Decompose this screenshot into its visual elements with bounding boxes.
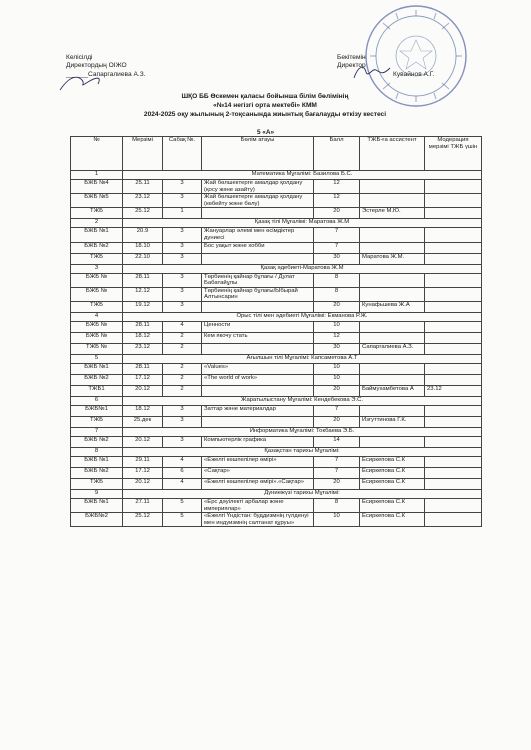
cell-date: 20.12	[123, 436, 163, 447]
table-row	[71, 332, 482, 343]
cell-section-name	[202, 301, 314, 312]
table-row	[71, 253, 482, 264]
cell-section-name: «Сақтар»	[202, 467, 314, 478]
cell-lesson-no: 2	[163, 343, 202, 354]
cell-assistant: Эстерле М.Ю.	[360, 208, 425, 219]
cell-date: 17.12	[123, 374, 163, 385]
section-subject: Жаратылыстану Мұғалімі: Кендебекова Э.С.	[123, 396, 482, 405]
cell-lesson-no: 5	[163, 513, 202, 527]
cell-score: 8	[314, 498, 360, 512]
cell-score: 12	[314, 332, 360, 343]
cell-assessment: ТЖБ	[71, 208, 123, 219]
cell-moderation	[425, 478, 482, 489]
table-row	[71, 321, 482, 332]
table-row	[71, 405, 482, 416]
header-section-name: Бөлім атауы	[202, 137, 314, 171]
section-number: 1	[71, 171, 123, 180]
cell-moderation	[425, 467, 482, 478]
section-subject: Дүниежүзі тарихы Мұғалімі:	[123, 489, 482, 498]
cell-assessment: БЖБ №2	[71, 374, 123, 385]
cell-moderation	[425, 301, 482, 312]
cell-date: 28.11	[123, 321, 163, 332]
cell-section-name: «Ежелгі көшпелілер өмірі»	[202, 456, 314, 467]
cell-score: 7	[314, 405, 360, 416]
cell-lesson-no: 5	[163, 498, 202, 512]
cell-moderation	[425, 180, 482, 194]
cell-moderation	[425, 405, 482, 416]
section-subject: Математика Мұғалімі: Базилова Б.С.	[123, 171, 482, 180]
cell-lesson-no: 3	[163, 253, 202, 264]
cell-score: 7	[314, 242, 360, 253]
cell-assistant	[360, 194, 425, 208]
cell-score: 20	[314, 385, 360, 396]
section-number: 5	[71, 354, 123, 363]
header-number: №	[71, 137, 123, 171]
table-row	[71, 467, 482, 478]
table-row	[71, 343, 482, 354]
cell-score: 8	[314, 273, 360, 287]
cell-date: 23.12	[123, 194, 163, 208]
cell-section-name: «Ерс дәуілекті арбалар және империялар»	[202, 498, 314, 512]
cell-date: 25.12	[123, 208, 163, 219]
section-number: 6	[71, 396, 123, 405]
section-header-row	[71, 171, 482, 180]
cell-section-name: «Ежелгі көшпелілер өмірі».«Сақтар»	[202, 478, 314, 489]
cell-section-name	[202, 416, 314, 427]
header-lesson-no: Сабақ №.	[163, 137, 202, 171]
cell-moderation	[425, 374, 482, 385]
cell-assistant: Есиркепова С.К	[360, 478, 425, 489]
table-row	[71, 208, 482, 219]
cell-score: 12	[314, 194, 360, 208]
director-name: Кувайнов А.Г.	[393, 71, 435, 78]
cell-date: 18.12	[123, 405, 163, 416]
section-number: 7	[71, 427, 123, 436]
cell-score: 30	[314, 253, 360, 264]
approval-left-line: ______Сапаргалиева А.З.	[66, 70, 146, 78]
cell-moderation	[425, 242, 482, 253]
cell-section-name: «Values»	[202, 363, 314, 374]
cell-assessment: ТЖБ	[71, 253, 123, 264]
cell-date: 20.12	[123, 478, 163, 489]
cell-lesson-no: 3	[163, 416, 202, 427]
class-label: 5 «А»	[256, 129, 275, 136]
cell-section-name: Кем якочу стать	[202, 332, 314, 343]
section-header-row	[71, 219, 482, 228]
table-row	[71, 301, 482, 312]
cell-lesson-no: 4	[163, 321, 202, 332]
header-assistant: ТЖБ-ға ассистент	[360, 137, 425, 171]
section-number: 4	[71, 312, 123, 321]
cell-assistant	[360, 180, 425, 194]
cell-lesson-no: 1	[163, 208, 202, 219]
cell-date: 25.11	[123, 180, 163, 194]
cell-lesson-no: 4	[163, 478, 202, 489]
cell-lesson-no: 3	[163, 228, 202, 242]
cell-date: 17.12	[123, 467, 163, 478]
section-subject: Информатика Мұғалімі: Токбаева Э.Б.	[123, 427, 482, 436]
cell-section-name: Жай бөлшектерге амалдар қолдану (көбейту және бөлу)	[202, 194, 314, 208]
table-row	[71, 180, 482, 194]
section-subject: Қазақстан тарихы Мұғалімі:	[123, 447, 482, 456]
cell-assessment: БЖБ №2	[71, 467, 123, 478]
cell-date: 12.12	[123, 287, 163, 301]
title-line: «№14 негізгі орта мектебі» КММ	[213, 101, 317, 109]
cell-section-name: Жай бөлшектерге амалдар қолдану (қосу және азайту)	[202, 180, 314, 194]
cell-section-name: Төрбиенің қайнар бұлағы / Дулат Бабатайұлы	[202, 273, 314, 287]
cell-date: 18.12	[123, 332, 163, 343]
cell-lesson-no: 3	[163, 301, 202, 312]
table-row	[71, 416, 482, 427]
approval-left-line: Директордың ОІЖО	[66, 62, 127, 70]
cell-score: 10	[314, 321, 360, 332]
cell-assistant	[360, 363, 425, 374]
cell-moderation	[425, 456, 482, 467]
cell-assessment: БЖБ №1	[71, 498, 123, 512]
cell-lesson-no: 6	[163, 467, 202, 478]
cell-moderation	[425, 436, 482, 447]
cell-assistant: Есиркепова С.К	[360, 456, 425, 467]
cell-assistant	[360, 228, 425, 242]
signature-left	[58, 72, 128, 92]
cell-lesson-no: 3	[163, 273, 202, 287]
cell-lesson-no: 3	[163, 405, 202, 416]
table-row	[71, 287, 482, 301]
table-row	[71, 436, 482, 447]
cell-assistant	[360, 321, 425, 332]
section-subject: Қазақ әдебиеті-Маратова Ж.М	[123, 264, 482, 273]
cell-assistant: Баймухамбетова А	[360, 385, 425, 396]
table-row	[71, 478, 482, 489]
cell-score: 8	[314, 287, 360, 301]
cell-moderation	[425, 253, 482, 264]
cell-assessment: ТЖБ	[71, 416, 123, 427]
cell-assessment: БЖБ №2	[71, 242, 123, 253]
cell-moderation	[425, 498, 482, 512]
cell-date: 23.12	[123, 343, 163, 354]
cell-score: 20	[314, 301, 360, 312]
section-number: 8	[71, 447, 123, 456]
cell-lesson-no: 4	[163, 456, 202, 467]
cell-score: 30	[314, 343, 360, 354]
section-subject: Ағылшын тілі Мұғалімі: Капсаметова А.Т	[123, 354, 482, 363]
table-header-row	[71, 137, 482, 171]
table-row	[71, 456, 482, 467]
cell-assessment: БЖБ №1	[71, 363, 123, 374]
cell-score: 20	[314, 208, 360, 219]
cell-section-name	[202, 343, 314, 354]
cell-assistant	[360, 332, 425, 343]
cell-date: 27.11	[123, 498, 163, 512]
assessment-schedule-table	[70, 136, 482, 527]
cell-section-name: «Ежелгі Үндістан: буддизмнің гүлденуі мен индуизмнің салтанат құруы»	[202, 513, 314, 527]
cell-date: 29.11	[123, 456, 163, 467]
cell-lesson-no: 3	[163, 180, 202, 194]
section-number: 9	[71, 489, 123, 498]
cell-assessment: ТЖБ1	[71, 385, 123, 396]
section-header-row	[71, 396, 482, 405]
cell-moderation	[425, 321, 482, 332]
cell-score: 14	[314, 436, 360, 447]
cell-assistant: Есиркепова С.К	[360, 498, 425, 512]
section-number: 2	[71, 219, 123, 228]
table-row	[71, 498, 482, 512]
cell-assistant	[360, 374, 425, 385]
table-row	[71, 385, 482, 396]
signature-right	[352, 62, 394, 84]
cell-moderation	[425, 208, 482, 219]
table-row	[71, 363, 482, 374]
cell-moderation	[425, 416, 482, 427]
cell-moderation	[425, 273, 482, 287]
cell-moderation	[425, 228, 482, 242]
cell-assistant: Есиркепова С.К	[360, 467, 425, 478]
section-header-row	[71, 489, 482, 498]
cell-lesson-no: 2	[163, 363, 202, 374]
cell-lesson-no: 3	[163, 436, 202, 447]
cell-assessment: БЖБ №	[71, 321, 123, 332]
cell-lesson-no: 3	[163, 194, 202, 208]
cell-assistant: Есиркепова С.К	[360, 513, 425, 527]
table-row	[71, 194, 482, 208]
cell-score: 20	[314, 416, 360, 427]
cell-assistant	[360, 436, 425, 447]
cell-assistant	[360, 273, 425, 287]
cell-score: 10	[314, 374, 360, 385]
cell-section-name	[202, 253, 314, 264]
title-line: 2024-2025 оқу жылының 2-тоқсанында жиынтық бағалауды өткізу кестесі	[143, 110, 387, 118]
document-title	[60, 93, 470, 119]
cell-assessment: БЖБ №1	[71, 228, 123, 242]
cell-date: 20.12	[123, 385, 163, 396]
cell-section-name	[202, 208, 314, 219]
approval-right-line: Бекітемін	[337, 54, 366, 61]
cell-assistant: Маратова Ж.М.	[360, 253, 425, 264]
cell-assessment: БЖБ №5	[71, 194, 123, 208]
cell-lesson-no: 3	[163, 287, 202, 301]
cell-date: 28.11	[123, 363, 163, 374]
section-subject: Қазақ тілі Мұғалімі: Маратова Ж.М	[123, 219, 482, 228]
cell-score: 7	[314, 456, 360, 467]
cell-date: 20.9	[123, 228, 163, 242]
cell-moderation	[425, 343, 482, 354]
cell-assessment: БЖБ №4	[71, 180, 123, 194]
section-header-row	[71, 427, 482, 436]
cell-score: 12	[314, 180, 360, 194]
cell-section-name: Компьютерлік графика	[202, 436, 314, 447]
cell-section-name: Жануарлар әлемі мен өсімдіктер дүниесі	[202, 228, 314, 242]
cell-assessment: БЖБ №	[71, 273, 123, 287]
cell-moderation	[425, 513, 482, 527]
cell-lesson-no: 2	[163, 385, 202, 396]
cell-date: 25.12	[123, 513, 163, 527]
cell-section-name	[202, 385, 314, 396]
section-header-row	[71, 264, 482, 273]
cell-assistant	[360, 405, 425, 416]
cell-lesson-no: 2	[163, 332, 202, 343]
approval-right-line: Директор	[337, 62, 366, 70]
cell-score: 10	[314, 513, 360, 527]
cell-section-name: Ценности	[202, 321, 314, 332]
cell-assessment: БЖБ№2	[71, 513, 123, 527]
cell-assistant	[360, 242, 425, 253]
table-row	[71, 513, 482, 527]
cell-score: 7	[314, 467, 360, 478]
cell-section-name: Бос уақыт және хобби	[202, 242, 314, 253]
header-moderation: Модерация мерзімі ТЖБ үшін	[425, 137, 482, 171]
table-row	[71, 242, 482, 253]
cell-lesson-no: 2	[163, 374, 202, 385]
section-subject: Орыс тілі мен әдебиеті Мұғалімі: Екманова Р.Ж.	[123, 312, 482, 321]
cell-moderation	[425, 194, 482, 208]
cell-moderation	[425, 287, 482, 301]
table-row	[71, 228, 482, 242]
cell-date: 18.10	[123, 242, 163, 253]
title-line: ШҚО ББ Өскемен қаласы бойынша білім бөлімінің	[181, 93, 349, 100]
table-row	[71, 374, 482, 385]
cell-assessment: БЖБ №2	[71, 436, 123, 447]
cell-moderation	[425, 363, 482, 374]
section-header-row	[71, 447, 482, 456]
cell-assistant: Кунафьшева Ж.А	[360, 301, 425, 312]
header-score: Балл	[314, 137, 360, 171]
cell-score: 7	[314, 228, 360, 242]
cell-assessment: БЖБ №	[71, 287, 123, 301]
cell-section-name: Заттар және материалдар	[202, 405, 314, 416]
cell-score: 10	[314, 363, 360, 374]
cell-assessment: ТЖБ №	[71, 343, 123, 354]
cell-moderation: 23.12	[425, 385, 482, 396]
cell-date: 22.10	[123, 253, 163, 264]
cell-lesson-no: 3	[163, 242, 202, 253]
cell-assessment: ТЖБ	[71, 478, 123, 489]
cell-date: 28.11	[123, 273, 163, 287]
header-date: Мерзімі	[123, 137, 163, 171]
cell-section-name: «The world of work»	[202, 374, 314, 385]
cell-moderation	[425, 332, 482, 343]
cell-assistant	[360, 287, 425, 301]
table-row	[71, 273, 482, 287]
cell-assessment: БЖБ №	[71, 332, 123, 343]
cell-date: 25.дек	[123, 416, 163, 427]
cell-assistant: Сапаргалиева А.З.	[360, 343, 425, 354]
cell-assistant: Изгуттинова Г.К.	[360, 416, 425, 427]
cell-date: 19.12	[123, 301, 163, 312]
approval-left-line: Келісілді	[66, 54, 93, 61]
section-header-row	[71, 312, 482, 321]
section-number: 3	[71, 264, 123, 273]
cell-assessment: БЖБ№1	[71, 405, 123, 416]
cell-section-name: Төрбиенің қайнар бұлағы/Ыбырай Алтынсарин	[202, 287, 314, 301]
section-header-row	[71, 354, 482, 363]
cell-score: 20	[314, 478, 360, 489]
cell-assessment: ТЖБ	[71, 301, 123, 312]
table-body	[71, 171, 482, 527]
cell-assessment: БЖБ №1	[71, 456, 123, 467]
